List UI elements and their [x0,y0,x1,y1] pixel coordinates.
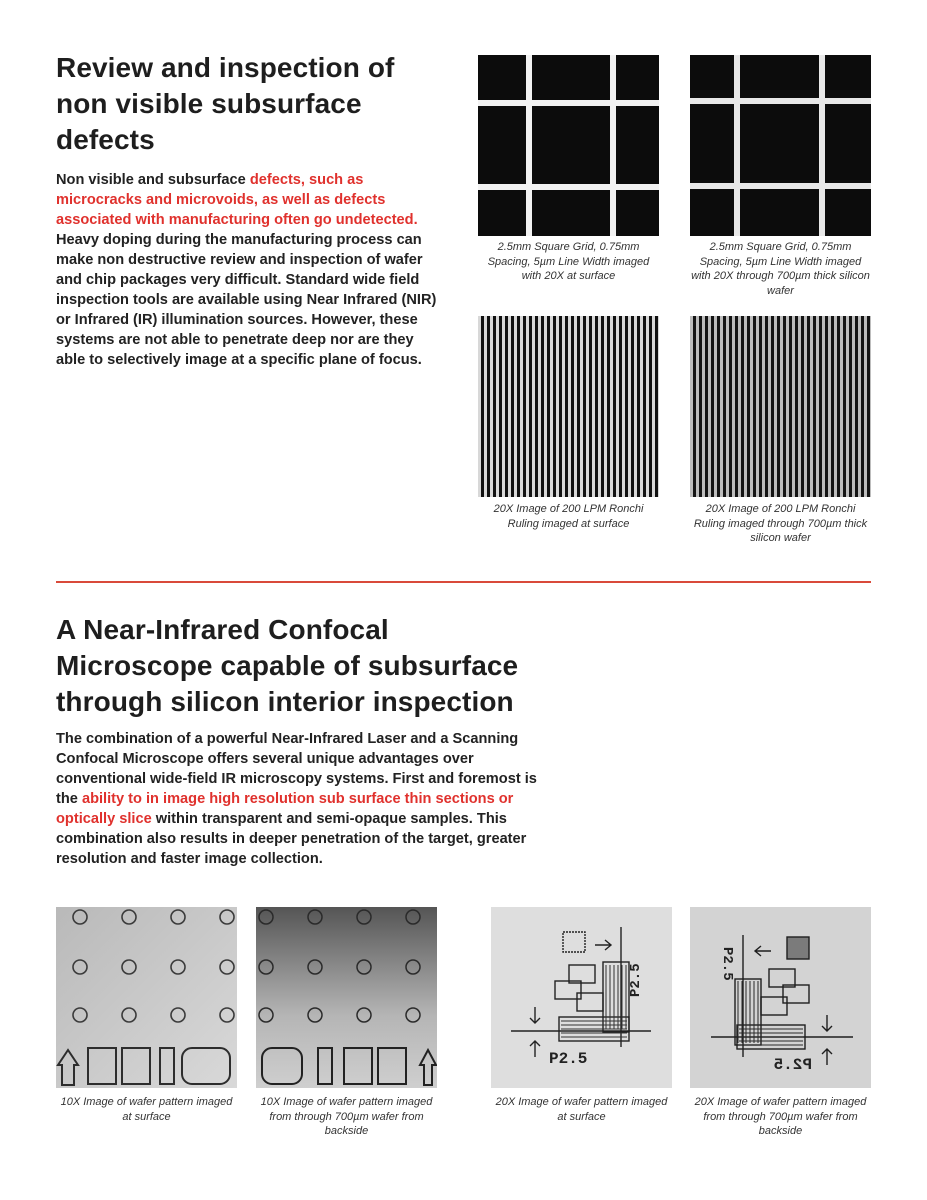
paragraph-text: Heavy doping during the manufacturing process can make non destructive review and inspection of wafer and chip packages very difficult. Standard wide field inspection tools are available using Near Infrared (NIR) or Infrared (IR) illumination sources. However, these systems are not able to penetrate deep nor are they able to selectively image at a specific plane of focus. [56,232,437,368]
wafer-pattern-image [491,907,672,1088]
image-caption: 2.5mm Square Grid, 0.75mm Spacing, 5µm Line Width imaged with 20X at surface [487,241,650,282]
title-line: Microscope capable of subsurface [56,650,519,681]
paragraph-text: Non visible and subsurface [56,172,250,188]
wafer-label: P2.5 [549,1050,588,1068]
ronchi-ruling-image [690,316,871,497]
square-grid-image [478,55,659,236]
section2-paragraph [56,729,546,869]
wafer-pattern-image [256,907,437,1088]
image-caption: 20X Image of wafer pattern imaged from through 700µm wafer from backside [694,1096,867,1137]
paragraph-text: within transparent and semi-opaque samples. This combination also results in deeper penetration of the target, greater resolution and faster image collection. [56,811,527,867]
image-caption: 10X Image of wafer pattern imaged at surface [60,1096,233,1123]
image-caption: 20X Image of 200 LPM Ronchi Ruling imaged through 700µm thick silicon wafer [693,503,868,544]
wafer-label: P2.5 [628,963,644,997]
paragraph-highlight: defects, such as microcracks and microvoids, as well as defects associated with manufacturing often go undetected. [56,172,418,228]
wafer-pattern-image [690,907,871,1088]
image-caption: 20X Image of 200 LPM Ronchi Ruling imaged at surface [493,503,644,530]
title-line: Review and inspection of [56,52,395,83]
section2-title [56,612,576,720]
wafer-pattern-image [56,907,237,1088]
image-caption: 20X Image of wafer pattern imaged at surface [495,1096,668,1123]
title-line: A Near-Infrared Confocal [56,614,389,645]
wafer-label: P2.5 [719,947,735,981]
image-caption: 2.5mm Square Grid, 0.75mm Spacing, 5µm Line Width imaged with 20X through 700µm thick silicon wafer [691,241,870,297]
ronchi-ruling-image [478,316,659,497]
title-line: defects [56,124,155,155]
section-divider [56,581,871,583]
title-line: non visible subsurface [56,88,362,119]
paragraph-highlight: ability to in image high resolution sub surface thin sections or optically slice [56,791,514,827]
section1-title [56,50,456,158]
title-line: through silicon interior inspection [56,686,514,717]
section1-paragraph [56,170,442,370]
image-caption: 10X Image of wafer pattern imaged from through 700µm wafer from backside [260,1096,433,1137]
square-grid-image [690,55,871,236]
paragraph-text: The combination of a powerful Near-Infrared Laser and a Scanning Confocal Microscope offers several unique advantages over conventional wide-field IR microscopy systems. First and foremost is the [56,731,537,807]
wafer-label: P2.5 [773,1056,812,1074]
